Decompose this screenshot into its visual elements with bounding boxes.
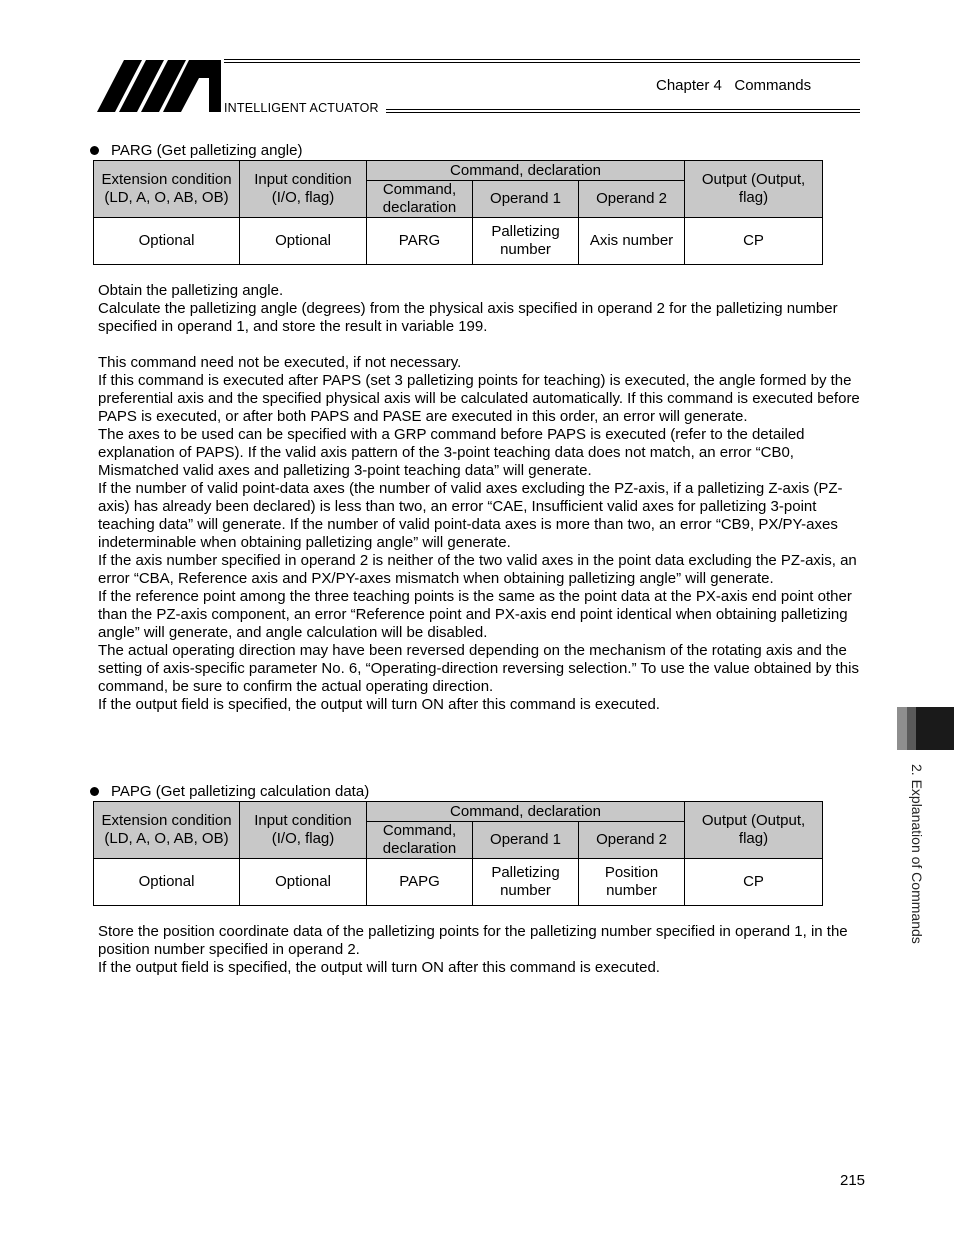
paragraph: Obtain the palletizing angle.: [98, 282, 284, 299]
header-operand-1: Operand 1: [473, 181, 579, 218]
paragraph: The actual operating direction may have been reversed depending on the mechanism of the rotating axis and the setting of axis-specific parameter No. 6, “Operating-direction reversing selection.” To use the value obtained by this command, be sure to confirm the actual operating direction.: [98, 642, 859, 695]
cell-input: Optional: [240, 859, 367, 906]
header-rule-bottom: [386, 109, 860, 110]
paragraph: If the number of valid point-data axes (the number of valid axes excluding the PZ-axis, if a palletizing Z-axis (PZ-axis) has already been declared) is less than two, an error “CAE, Insufficient valid axes for palletizing 3-point teaching data” will generate. If the number of valid point-data axes is more than two, an error “CB9, PX/PY-axes indeterminable when obtaining palletizing angle” will generate.: [98, 480, 843, 551]
header-rule-top-2: [224, 62, 860, 63]
command-table-parg: [93, 160, 823, 265]
cell-output: CP: [685, 218, 823, 265]
paragraph: If this command is executed after PAPS (set 3 palletizing points for teaching) is executed, the angle formed by the preferential axis and the specified physical axis will be calculated automatically. If this command is executed before PAPS is executed, or after both PAPS and PASE are executed in this order, an error will generate.: [98, 372, 860, 425]
header-command: Command, declaration: [367, 822, 473, 859]
chapter-side-tab: [897, 707, 954, 750]
paragraph: Calculate the palletizing angle (degrees) from the physical axis specified in operand 2 for the palletizing number specified in operand 1, and store the result in variable 199.: [98, 300, 838, 335]
header-input-condition: Input condition (I/O, flag): [240, 802, 367, 859]
paragraph: If the output field is specified, the output will turn ON after this command is executed.: [98, 959, 660, 976]
paragraph: If the axis number specified in operand 2 is neither of the two valid axes in the point data excluding the PZ-axis, an error “CBA, Reference axis and PX/PY-axes mismatch when obtaining palletizing angle” will generate.: [98, 552, 857, 587]
header-operand-2: Operand 2: [579, 181, 685, 218]
side-tab-stripe-light: [897, 707, 907, 750]
section-title-papg: [90, 783, 369, 800]
cell-command: PAPG: [367, 859, 473, 906]
header-rule-bottom-2: [386, 112, 860, 113]
side-tab-label: 2. Explanation of Commands: [909, 764, 925, 944]
cell-extension: Optional: [94, 859, 240, 906]
header-output: Output (Output, flag): [685, 161, 823, 218]
paragraph: Store the position coordinate data of the palletizing points for the palletizing number specified in operand 1, in the position number specified in operand 2.: [98, 923, 848, 958]
cell-extension: Optional: [94, 218, 240, 265]
header-extension-condition: Extension condition (LD, A, O, AB, OB): [94, 802, 240, 859]
bullet-icon: [90, 146, 99, 155]
header-extension-condition: Extension condition (LD, A, O, AB, OB): [94, 161, 240, 218]
cell-command: PARG: [367, 218, 473, 265]
header-input-condition: Input condition (I/O, flag): [240, 161, 367, 218]
paragraph-spacer: [98, 336, 868, 354]
side-tab-stripe-mid: [907, 707, 916, 750]
chapter-title: Chapter 4 Commands: [656, 77, 812, 94]
section-title-text: PAPG (Get palletizing calculation data): [111, 783, 370, 800]
paragraph: This command need not be executed, if not necessary.: [98, 354, 462, 371]
description-parg: [98, 282, 868, 714]
side-tab-stripe-dark: [916, 707, 954, 750]
header-command-group: Command, declaration: [367, 802, 685, 822]
cell-operand-1: Palletizing number: [473, 218, 579, 265]
description-papg: [98, 923, 868, 977]
cell-operand-1: Palletizing number: [473, 859, 579, 906]
cell-input: Optional: [240, 218, 367, 265]
cell-operand-2: Axis number: [579, 218, 685, 265]
header-output: Output (Output, flag): [685, 802, 823, 859]
paragraph: The axes to be used can be specified with a GRP command before PAPS is executed (refer to the detailed explanation of PAPS). If the valid axis pattern of the 3-point teaching data does not match, an error “CB0, Mismatched valid axes and palletizing 3-point teaching data” will generate.: [98, 426, 805, 479]
page-number: 215: [840, 1172, 866, 1189]
header-command: Command, declaration: [367, 181, 473, 218]
header-rule-top: [224, 59, 860, 60]
bullet-icon: [90, 787, 99, 796]
paragraph: If the output field is specified, the output will turn ON after this command is executed.: [98, 696, 660, 713]
brand-name: INTELLIGENT ACTUATOR: [224, 101, 379, 115]
header-operand-2: Operand 2: [579, 822, 685, 859]
section-title-text: PARG (Get palletizing angle): [111, 142, 303, 159]
header-command-group: Command, declaration: [367, 161, 685, 181]
header-operand-1: Operand 1: [473, 822, 579, 859]
iai-logo-icon: [97, 60, 221, 112]
section-title-parg: [90, 142, 302, 159]
command-table-papg: [93, 801, 823, 906]
cell-operand-2: Position number: [579, 859, 685, 906]
paragraph: If the reference point among the three teaching points is the same as the point data at the PX-axis end point other than the PZ-axis component, an error “Reference point and PX-axis end point identical when obtaining palletizing angle” will generate, and angle calculation will be disabled.: [98, 588, 852, 641]
cell-output: CP: [685, 859, 823, 906]
